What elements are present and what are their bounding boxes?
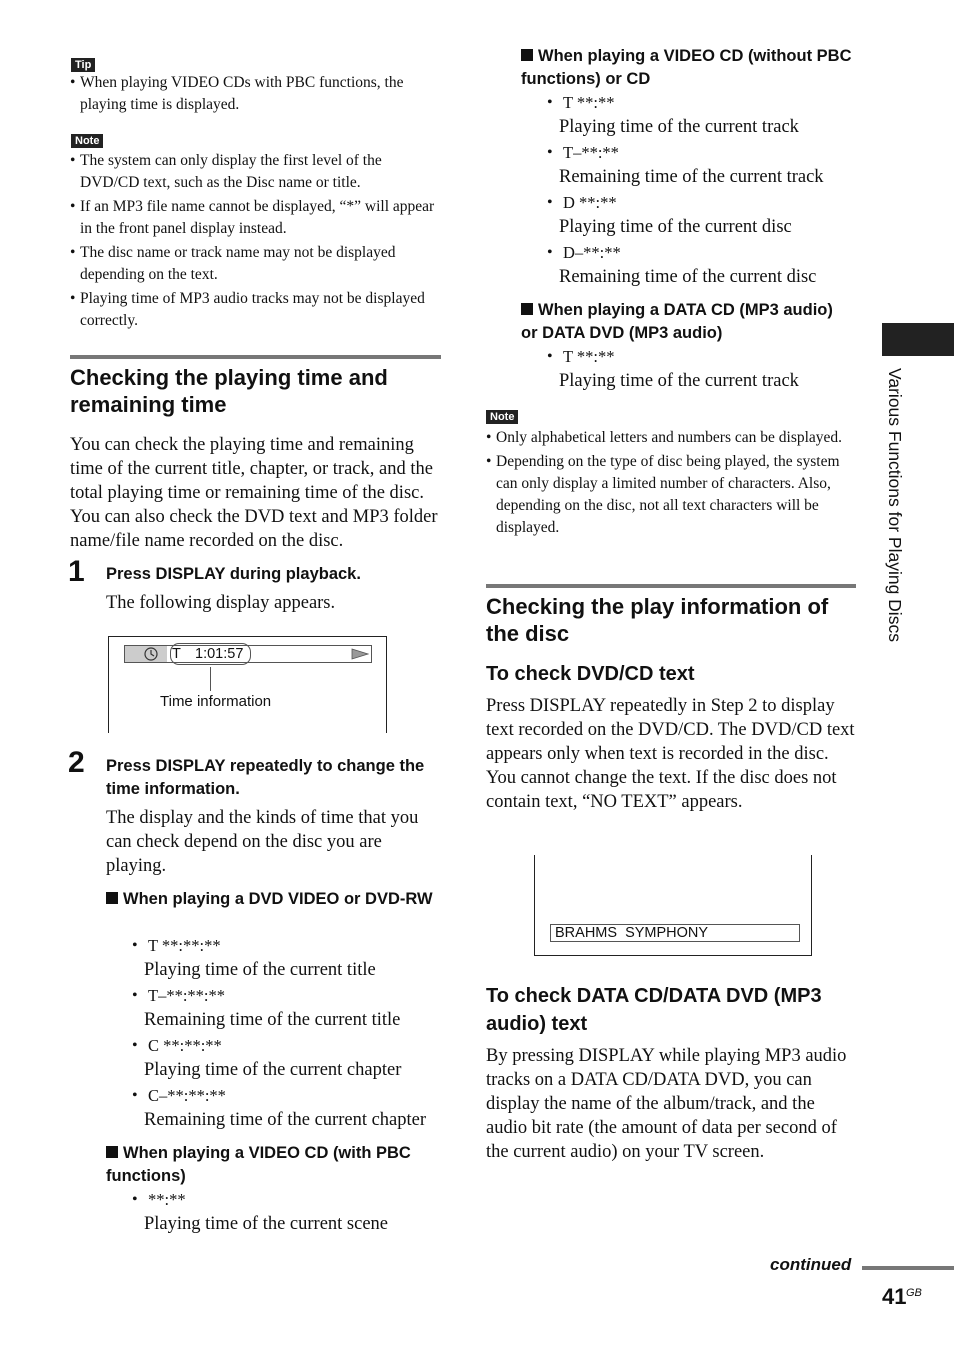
- section-body: You can check the playing time and remaining time of the current title, chapter, or track, and the total playing time or remaining time of the disc. You can also check the DVD text and MP3 folder name/file name recorded on the disc.: [70, 435, 438, 551]
- note-badge: Note: [486, 410, 518, 424]
- text-display-screen: [534, 855, 812, 956]
- track-letter: T: [172, 646, 181, 662]
- time-code: • D **:**: [547, 190, 867, 215]
- vcd-heading-text: When playing a VIDEO CD (without PBC functions) or CD: [521, 47, 852, 88]
- page-number: 41: [882, 1284, 907, 1309]
- callout-line: [210, 667, 211, 691]
- time-code: • C **:**:**: [132, 1033, 452, 1058]
- time-bar: [124, 645, 372, 663]
- time-desc: Playing time of the current track: [559, 117, 799, 137]
- time-code: • T–**:**:**: [132, 983, 452, 1008]
- section-title: Checking the playing time and remaining time: [70, 365, 388, 417]
- step-number: 1: [68, 555, 85, 588]
- step-body: The display and the kinds of time that you can check depend on the disc you are playing.: [106, 808, 419, 876]
- time-code: • T **:**: [547, 90, 867, 115]
- square-bullet-icon: [521, 49, 533, 61]
- sidebar-tab: [882, 323, 954, 356]
- subsection-title: To check DATA CD/DATA DVD (MP3 audio) text: [486, 985, 822, 1035]
- vcd-time-list: [547, 90, 867, 290]
- sidebar-label: Various Functions for Playing Discs: [885, 368, 905, 642]
- time-desc: Remaining time of the current title: [144, 1010, 401, 1030]
- note-list: [70, 150, 445, 332]
- time-value: 1:01:57: [195, 646, 244, 662]
- time-desc: Playing time of the current disc: [559, 217, 792, 237]
- note-item: • Depending on the type of disc being played, the system can only display a limited number of characters. Also, depending on the disc, not all text characters will be displayed.: [486, 451, 856, 539]
- time-desc: Playing time of the current title: [144, 960, 376, 980]
- vcd-heading: [521, 45, 861, 91]
- continued-label: continued: [770, 1255, 852, 1274]
- time-caption: Time information: [160, 693, 272, 710]
- dvd-time-list: [132, 933, 452, 1133]
- note-item: • The disc name or track name may not be displayed depending on the text.: [70, 242, 445, 286]
- data-heading-text: When playing a DATA CD (MP3 audio) or DATA DVD (MP3 audio): [521, 301, 833, 342]
- section-rule: [70, 355, 441, 359]
- note-item: • The system can only display the first level of the DVD/CD text, such as the Disc name or title.: [70, 150, 445, 194]
- section-rule: [486, 584, 856, 588]
- disc-text-bar: BRAHMS SYMPHONY: [550, 924, 800, 942]
- step-title: Press DISPLAY repeatedly to change the time information.: [106, 757, 425, 798]
- display-screen: [108, 636, 387, 733]
- data-heading: [521, 299, 841, 345]
- step-title: Press DISPLAY during playback.: [106, 565, 361, 583]
- region-code: GB: [906, 1287, 922, 1299]
- subsection-body: Press DISPLAY repeatedly in Step 2 to display text recorded on the DVD/CD. The DVD/CD text appears only when text is recorded in the disc. You cannot change the text. If the disc does not contain text, “NO TEXT” appears.: [486, 696, 855, 812]
- section-title: Checking the play information of the disc: [486, 594, 829, 646]
- time-highlight: [170, 643, 251, 665]
- time-code: • T–**:**: [547, 140, 867, 165]
- note-item: • If an MP3 file name cannot be displayed, “*” will appear in the front panel display instead.: [70, 196, 445, 240]
- step-body: The following display appears.: [106, 593, 336, 613]
- continued-rule: [862, 1266, 954, 1270]
- square-bullet-icon: [106, 1146, 118, 1158]
- time-code: • T **:**: [547, 344, 867, 369]
- dvd-heading-text: When playing a DVD VIDEO or DVD-RW: [123, 890, 433, 908]
- tip-list: [70, 72, 445, 116]
- time-desc: Remaining time of the current disc: [559, 267, 817, 287]
- square-bullet-icon: [521, 303, 533, 315]
- note-item: • Only alphabetical letters and numbers can be displayed.: [486, 427, 856, 449]
- time-desc: Remaining time of the current chapter: [144, 1110, 427, 1130]
- time-desc: Remaining time of the current track: [559, 167, 824, 187]
- vcd-pbc-time-list: [132, 1187, 452, 1237]
- time-desc: Playing time of the current scene: [144, 1214, 389, 1234]
- note-list: [486, 427, 856, 539]
- clock-icon: [143, 646, 159, 662]
- play-icon: [351, 648, 369, 660]
- vcd-pbc-heading: [106, 1142, 451, 1188]
- time-desc: Playing time of the current track: [559, 371, 799, 391]
- note-badge: Note: [71, 134, 103, 148]
- time-desc: Playing time of the current chapter: [144, 1060, 402, 1080]
- data-time-list: [547, 344, 867, 394]
- tip-badge: Tip: [71, 58, 95, 72]
- note-item: • Playing time of MP3 audio tracks may not be displayed correctly.: [70, 288, 445, 332]
- time-code: • T **:**:**: [132, 933, 452, 958]
- step-number: 2: [68, 746, 85, 779]
- square-bullet-icon: [106, 892, 118, 904]
- time-code: • C–**:**:**: [132, 1083, 452, 1108]
- disc-icon-cell: [125, 646, 167, 662]
- vcd-pbc-heading-text: When playing a VIDEO CD (with PBC functions): [106, 1144, 411, 1185]
- time-code: • D–**:**: [547, 240, 867, 265]
- time-code: • **:**: [132, 1187, 452, 1212]
- subsection-title: To check DVD/CD text: [486, 663, 695, 685]
- tip-item: • When playing VIDEO CDs with PBC functions, the playing time is displayed.: [70, 72, 445, 116]
- dvd-heading: [106, 888, 446, 911]
- subsection-body: By pressing DISPLAY while playing MP3 audio tracks on a DATA CD/DATA DVD, you can display the name of the album/track, and the audio bit rate (the amount of data per second of the current audio) on your TV screen.: [486, 1046, 847, 1162]
